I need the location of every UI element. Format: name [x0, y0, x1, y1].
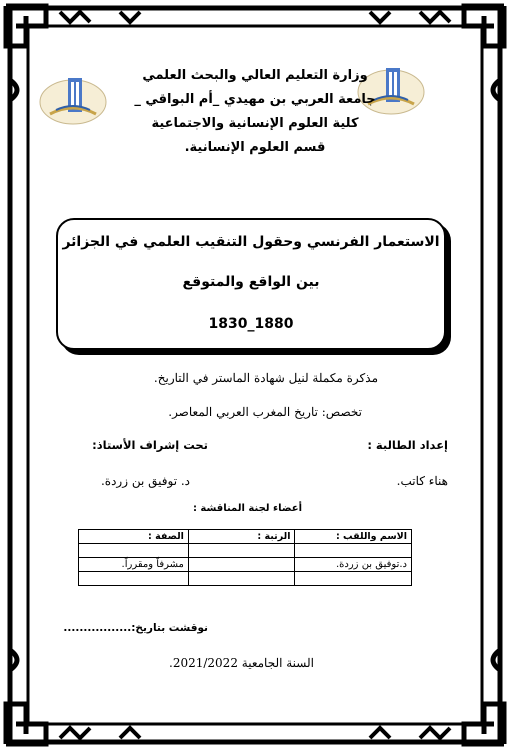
table-cell: د.توفيق بن زردة. — [295, 558, 412, 572]
committee-table — [78, 529, 412, 586]
ministry-line: وزارة التعليم العالي والبحث العلمي — [142, 68, 368, 83]
discussion-date: نوقشت بتاريخ:................. — [63, 622, 208, 634]
faculty-line: كلية العلوم الإنسانية والاجتماعية — [151, 116, 359, 131]
table-cell — [188, 558, 295, 572]
col-header-role: الصفة : — [79, 530, 189, 544]
table-row — [79, 572, 412, 586]
col-header-rank: الرتبة : — [188, 530, 295, 544]
table-cell — [188, 544, 295, 558]
table-header-row — [79, 530, 412, 544]
thesis-title-line1: الاستعمار الفرنسي وحقول التنقيب العلمي في الجزائر — [62, 234, 440, 250]
col-header-name: الاسم واللقب : — [295, 530, 412, 544]
committee-label: أعضاء لجنة المناقشة : — [192, 503, 302, 514]
table-cell — [295, 572, 412, 586]
academic-year: السنة الجامعية 2021/2022. — [169, 656, 314, 670]
table-cell — [188, 572, 295, 586]
table-cell: مشرفاً ومقرراً. — [79, 558, 189, 572]
supervision-label: تحت إشراف الأستاذ: — [92, 438, 208, 452]
prepared-by-label: إعداد الطالبة : — [367, 438, 448, 452]
memo-description: مذكرة مكملة لنيل شهادة الماستر في التاريخ. — [153, 371, 378, 385]
specialty: تخصص: تاريخ المغرب العربي المعاصر. — [168, 405, 362, 419]
student-name: هناء كاتب. — [396, 474, 448, 488]
thesis-title-line2: بين الواقع والمتوقع — [182, 274, 320, 290]
table-row — [79, 544, 412, 558]
table-cell — [79, 572, 189, 586]
thesis-title-dates: 1830_1880 — [208, 316, 294, 332]
table-cell — [79, 544, 189, 558]
university-line: جامعة العربي بن مهيدي _أم البواقي _ — [134, 92, 376, 107]
department-line: قسم العلوم الإنسانية. — [184, 140, 326, 155]
supervisor-name: د. توفيق بن زردة. — [100, 474, 190, 488]
table-cell — [295, 544, 412, 558]
table-row — [79, 558, 412, 572]
thesis-title-box — [56, 218, 446, 350]
